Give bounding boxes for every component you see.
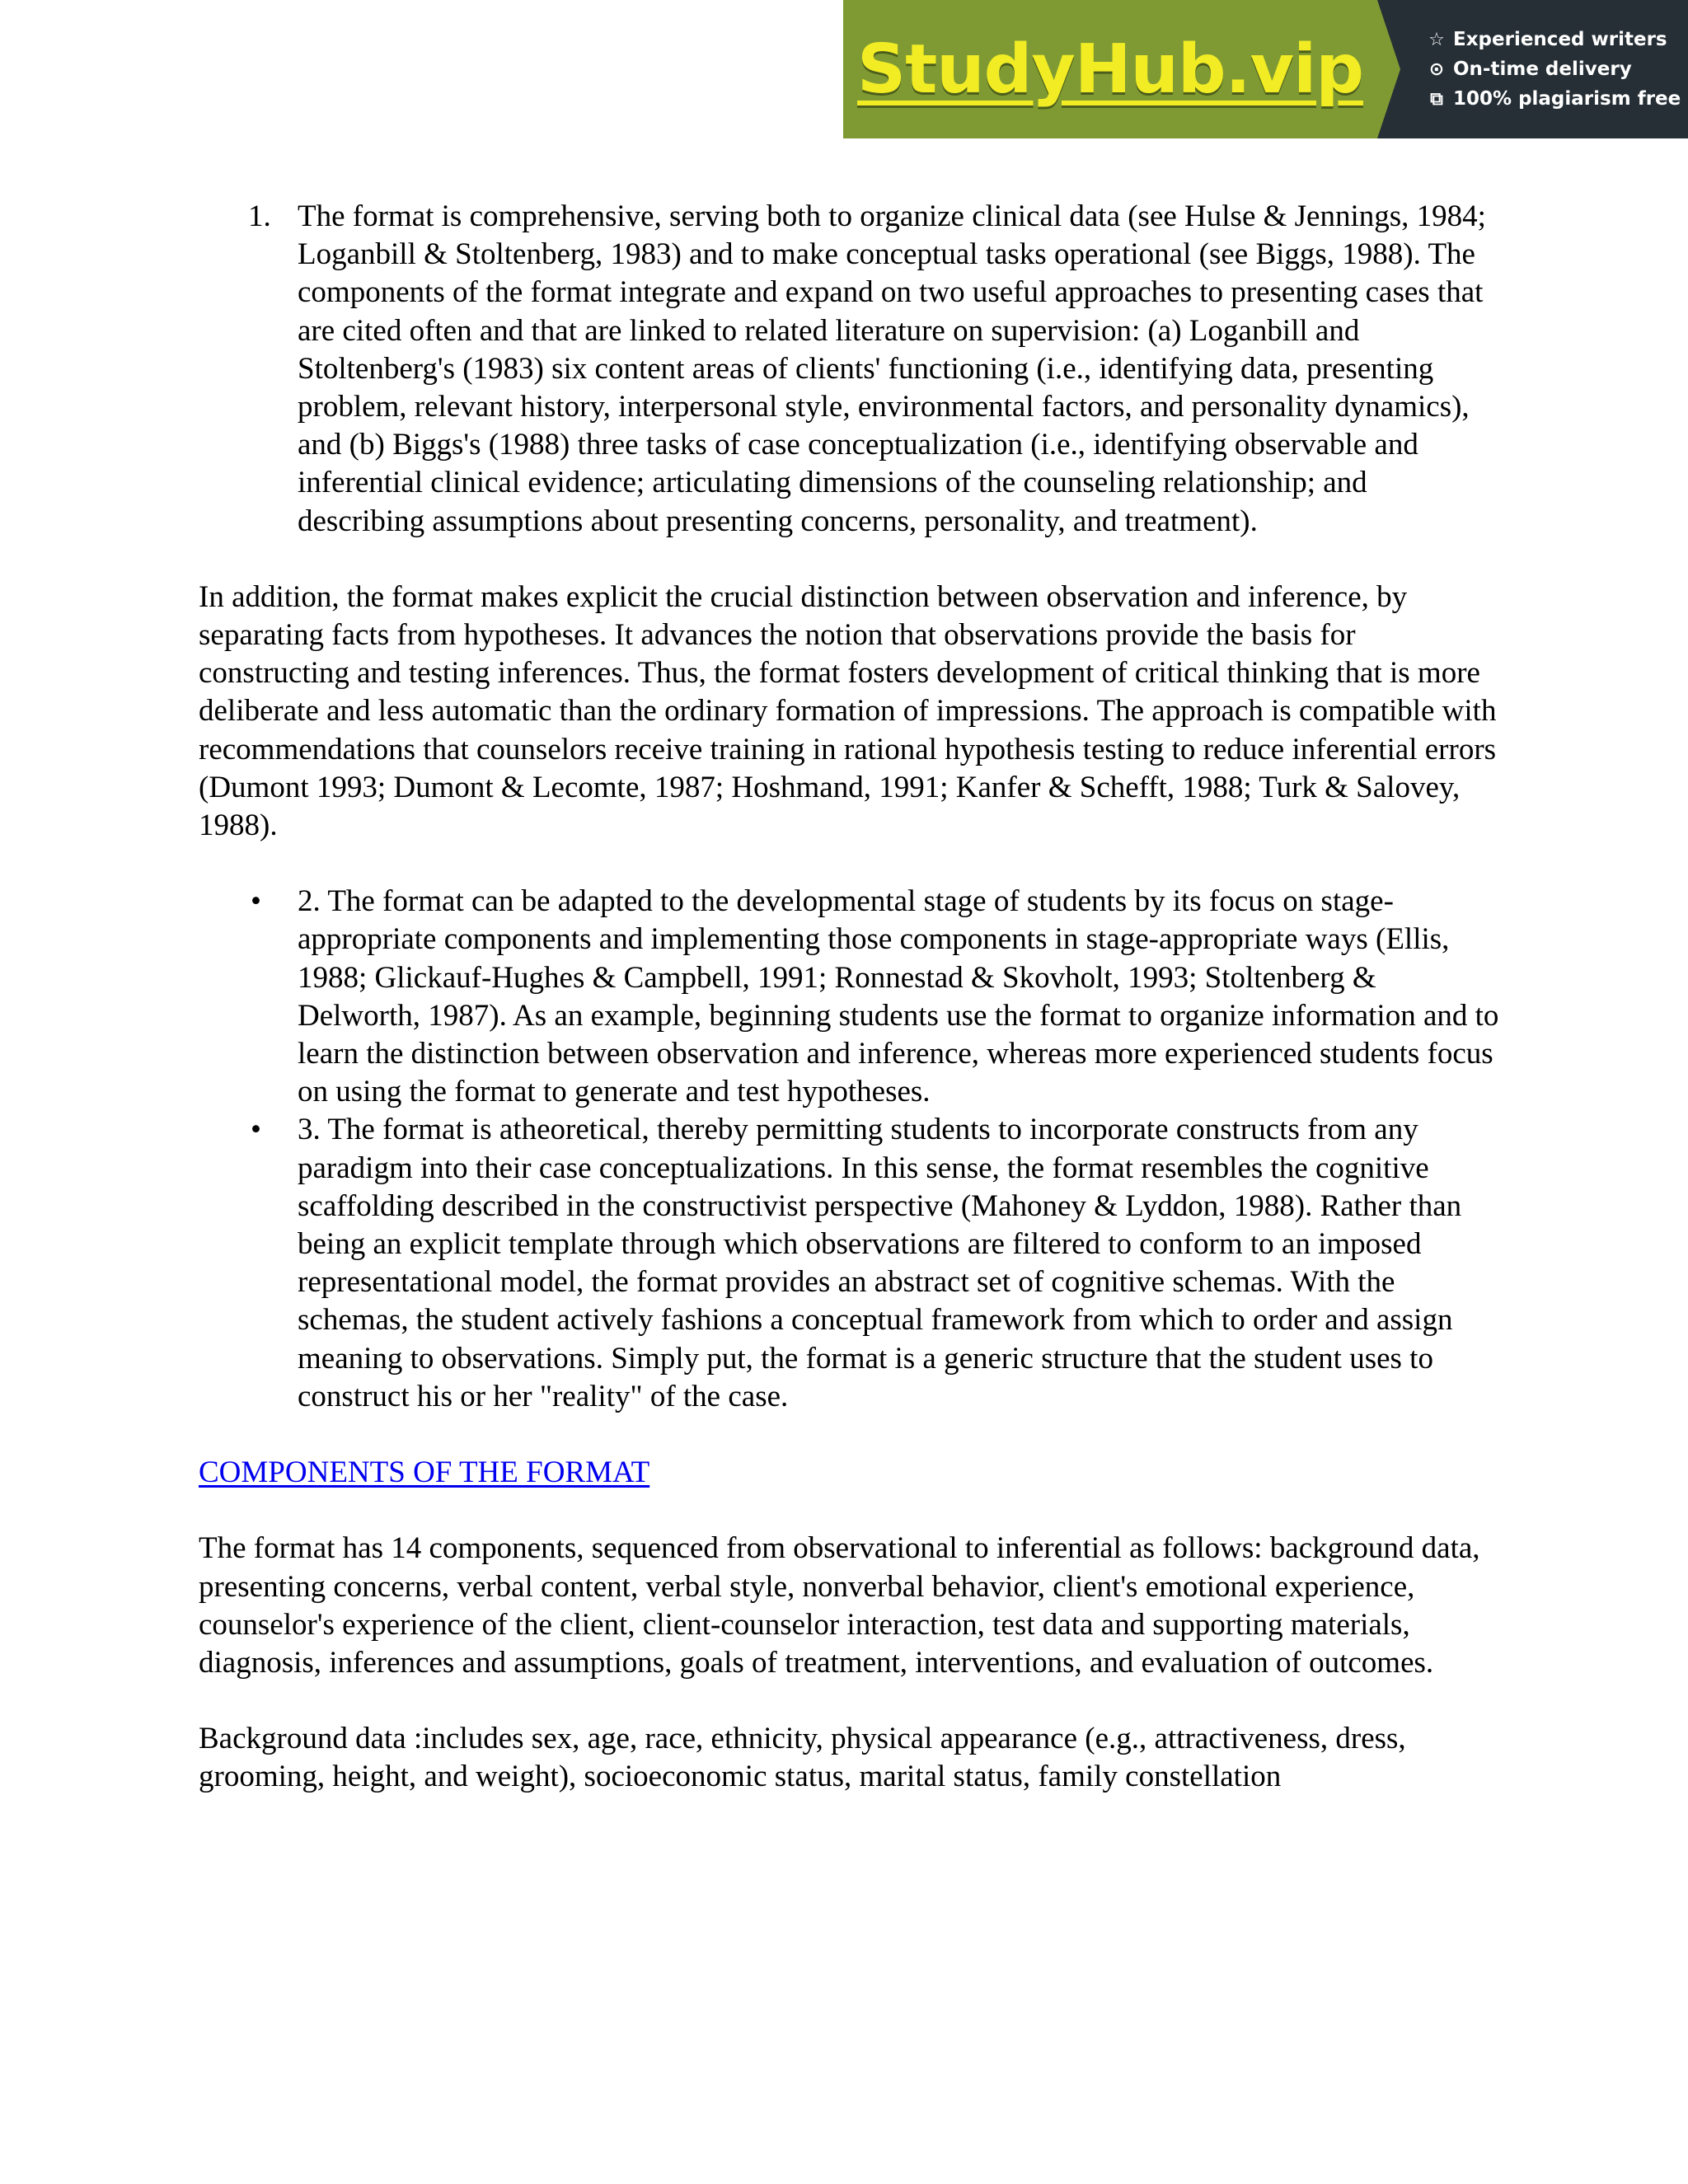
list-item	[199, 883, 1501, 1111]
spacer	[199, 1416, 1501, 1454]
list-marker: 1.	[248, 199, 271, 233]
section-heading-link[interactable]: COMPONENTS OF THE FORMAT	[199, 1455, 650, 1490]
list-item-text: 2. The format can be adapted to the developmental stage of students by its focus on stage-appropriate components and implementing those components in stage-appropriate ways (Ellis, 1988; Glickauf-Hughes & Campbell, 1991; Ronnestad & Skovholt, 1993; Stoltenberg & Delworth, 1987). As an example, beginning students use the format to organize information and to learn the distinction between observation and inference, whereas more experienced students focus on using the format to generate and test hypotheses.	[298, 884, 1499, 1109]
clock-icon: ⊙	[1428, 59, 1445, 80]
copy-icon: ⧉	[1430, 88, 1443, 110]
paragraph-components: The format has 14 components, sequenced from observational to inferential as follows: background data, presenting concerns, verbal content, verbal style, nonverbal behavior, client's emotional experience, counselor's experience of the client, client-counselor interaction, test data and supporting materials, diagnosis, inferences and assumptions, goals of treatment, interventions, and evaluation of outcomes.	[199, 1531, 1480, 1680]
feature-label: 100% plagiarism free	[1453, 88, 1681, 110]
feature-label: Experienced writers	[1453, 29, 1667, 50]
feature-on-time-delivery	[1427, 59, 1688, 80]
spacer	[199, 1492, 1501, 1530]
list-item-text: The format is comprehensive, serving both to organize clinical data (see Hulse & Jennings, 1984; Loganbill & Stoltenberg, 1983) and to make conceptual tasks operational (see Biggs, 1988). The components of the format integrate and expand on two useful approaches to presenting cases that are cited often and that are linked to related literature on supervision: (a) Loganbill and Stoltenberg's (1983) six content areas of clients' functioning (i.e., identifying data, presenting problem, relevant history, interpersonal style, environmental factors, and personality dynamics), and (b) Biggs's (1988) three tasks of case conceptualization (i.e., identifying observable and inferential clinical evidence; articulating dimensions of the counseling relationship; and describing assumptions about presenting concerns, personality, and treatment).	[298, 199, 1486, 538]
studyhub-logo[interactable]	[843, 0, 1377, 138]
section-heading	[199, 1454, 1501, 1492]
feature-experienced-writers	[1427, 29, 1688, 50]
star-icon: ☆	[1428, 29, 1445, 50]
spacer	[199, 1682, 1501, 1720]
spacer	[199, 541, 1501, 579]
spacer	[199, 845, 1501, 883]
bullet-list	[199, 883, 1501, 1416]
document-body	[199, 198, 1501, 1797]
paragraph-addition: In addition, the format makes explicit the crucial distinction between observation and inference, by separating facts from hypotheses. It advances the notion that observations provide the basis for constructing and testing inferences. Thus, the format fosters development of critical thinking that is more deliberate and less automatic than the ordinary formation of impressions. The approach is compatible with recommendations that counselors receive training in rational hypothesis testing to reduce inferential errors (Dumont 1993; Dumont & Lecomte, 1987; Hoshmand, 1991; Kanfer & Schefft, 1988; Turk & Salovey, 1988).	[199, 579, 1497, 843]
bullet-icon: •	[251, 884, 261, 919]
list-item-text: 3. The format is atheoretical, thereby permitting students to incorporate constructs from any paradigm into their case conceptualizations. In this sense, the format resembles the cognitive scaffolding described in the constructivist perspective (Mahoney & Lyddon, 1988). Rather than being an explicit template through which observations are filtered to conform to an imposed representational model, the format provides an abstract set of cognitive schemas. With the schemas, the student actively fashions a conceptual framework from which to order and assign meaning to observations. Simply put, the format is a generic structure that the student uses to construct his or her "reality" of the case.	[298, 1113, 1462, 1413]
list-item	[199, 1111, 1501, 1416]
feature-label: On-time delivery	[1453, 59, 1632, 80]
paragraph-background: Background data :includes sex, age, race, ethnicity, physical appearance (e.g., attractiveness, dress, grooming, height, and weight), socioeconomic status, marital status, family constellation	[199, 1722, 1406, 1794]
feature-plagiarism-free	[1427, 88, 1688, 110]
list-item	[199, 198, 1501, 541]
bullet-icon: •	[251, 1113, 261, 1147]
numbered-list	[199, 198, 1501, 541]
logo-text: StudyHub.vip	[857, 30, 1363, 109]
feature-list	[1377, 0, 1688, 138]
studyhub-banner[interactable]	[843, 0, 1688, 138]
